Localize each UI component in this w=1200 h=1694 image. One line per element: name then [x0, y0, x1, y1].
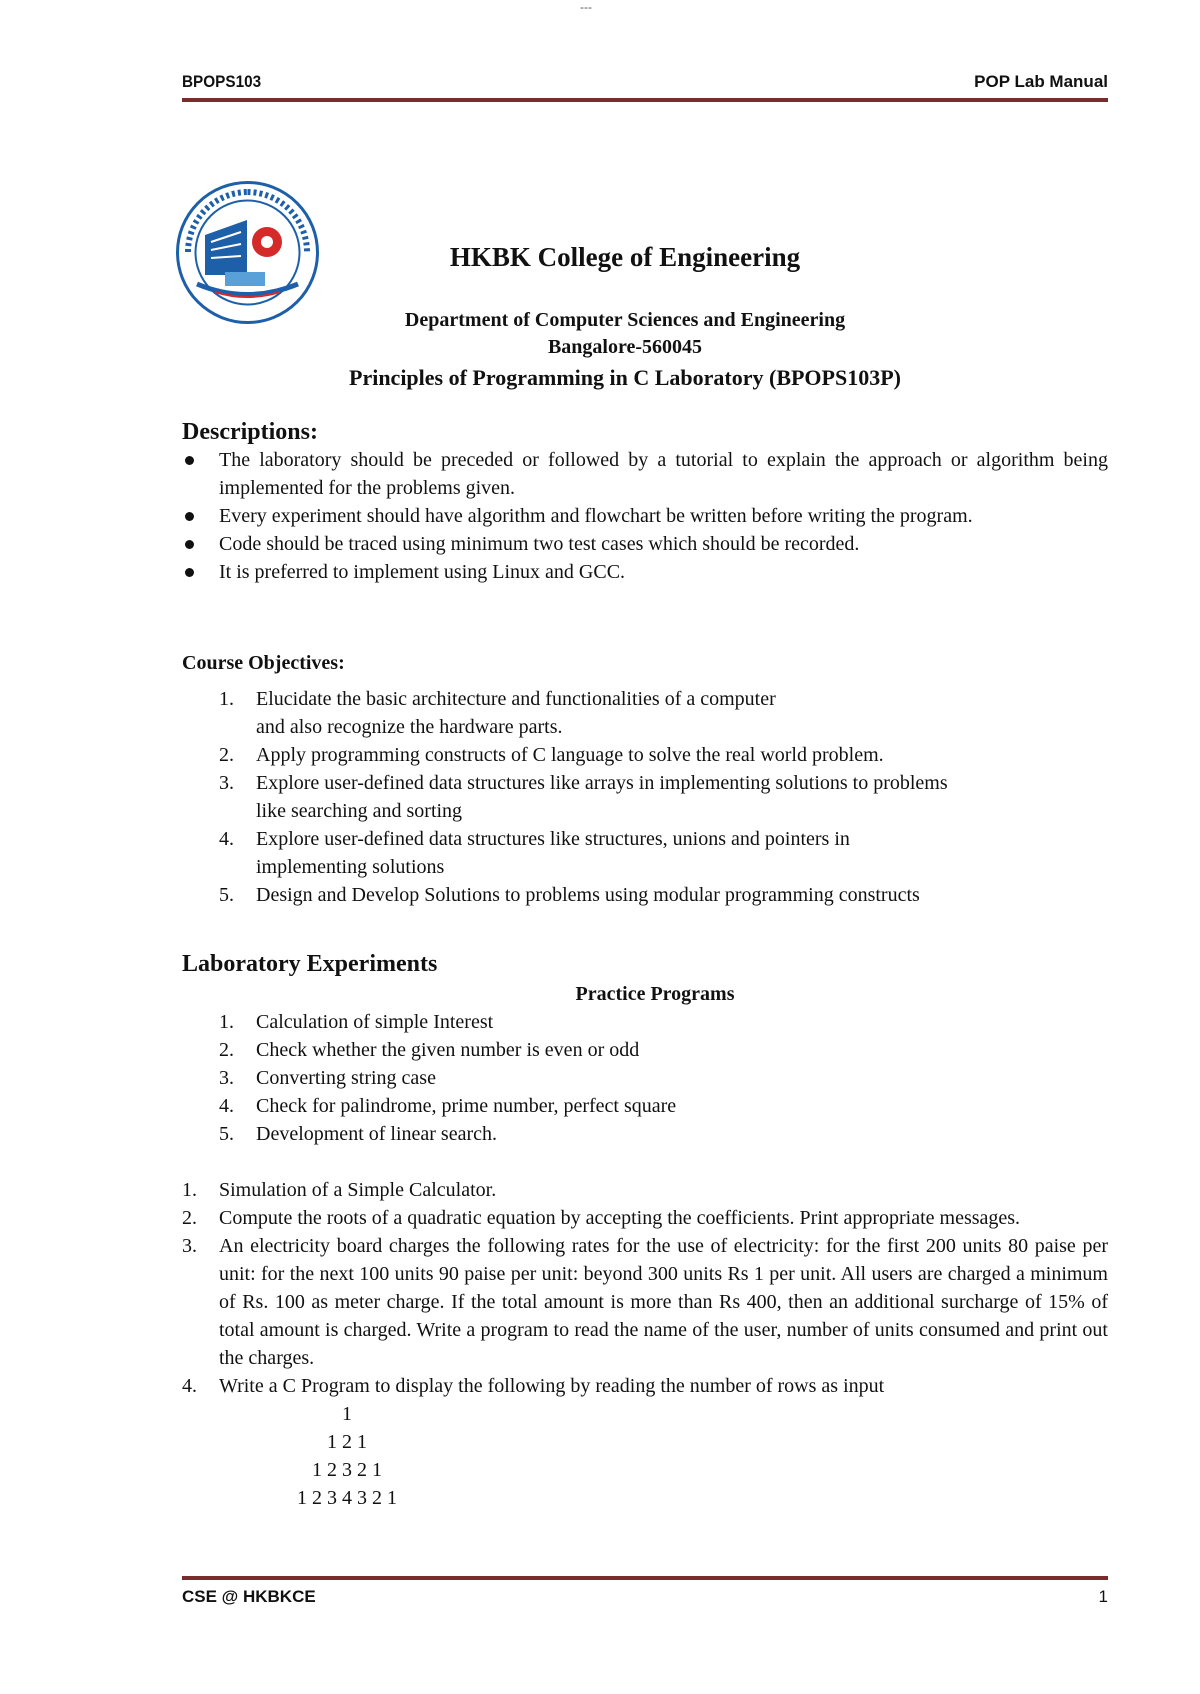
objective-text: Explore user-defined data structures like structures, unions and pointers in [256, 828, 850, 850]
bullet-icon [185, 512, 194, 521]
footer-text: CSE @ HKBKCE [182, 1587, 316, 1606]
description-item [182, 558, 1108, 586]
description-text: Code should be traced using minimum two test cases which should be recorded. [219, 533, 860, 555]
objective-text: implementing solutions [256, 856, 445, 878]
program-item-text: Write a C Program to display the following by reading the number of rows as input [219, 1375, 885, 1397]
program-item [182, 1176, 1108, 1204]
bullet-icon [185, 540, 194, 549]
objectives-section [182, 649, 1108, 909]
experiments-heading: Laboratory Experiments [182, 951, 438, 977]
objectives-heading: Course Objectives: [182, 652, 345, 674]
objective-item [182, 685, 1108, 741]
item-number: 3. [219, 772, 234, 794]
header-manual-title: POP Lab Manual [974, 72, 1108, 91]
program-item-text: Compute the roots of a quadratic equation by accepting the coefficients. Print appropriate messages. [219, 1207, 1021, 1229]
item-number: 4. [219, 1095, 234, 1117]
header-rule [182, 98, 1108, 102]
program-item [182, 1372, 1108, 1400]
objective-item [182, 769, 1108, 825]
description-text: It is preferred to implement using Linux and GCC. [219, 561, 626, 583]
program-item [182, 1204, 1108, 1232]
experiments-section [182, 950, 1108, 1512]
objective-item [182, 741, 1108, 769]
objective-item [182, 825, 1108, 881]
number-pattern: 1 1 2 1 1 2 3 2 1 1 2 3 4 3 2 1 [297, 1403, 397, 1509]
practice-item [182, 1036, 1108, 1064]
objectives-list [182, 685, 1108, 909]
bullet-icon [185, 568, 194, 577]
practice-item-text: Development of linear search. [256, 1123, 498, 1145]
practice-item [182, 1092, 1108, 1120]
item-number: 3. [182, 1235, 197, 1257]
practice-item-text: Check for palindrome, prime number, perfect square [256, 1095, 677, 1117]
descriptions-heading: Descriptions: [182, 419, 318, 445]
practice-heading: Practice Programs [575, 983, 735, 1005]
objective-item [182, 881, 1108, 909]
objective-text: Explore user-defined data structures like arrays in implementing solutions to problems [256, 772, 948, 794]
descriptions-section [182, 418, 1108, 586]
description-item [182, 502, 1108, 530]
program-list [182, 1176, 1108, 1400]
descriptions-list [182, 446, 1108, 586]
practice-item-text: Calculation of simple Interest [256, 1011, 494, 1033]
item-number: 1. [219, 688, 234, 710]
program-item-text: Simulation of a Simple Calculator. [219, 1179, 497, 1201]
item-number: 1. [219, 1011, 234, 1033]
item-number: 2. [219, 744, 234, 766]
item-number: 3. [219, 1067, 234, 1089]
practice-item [182, 1120, 1108, 1148]
college-title: HKBK College of Engineering [449, 242, 801, 272]
item-number: 5. [219, 1123, 234, 1145]
header-course-code: BPOPS103 [182, 72, 262, 91]
page-number: 1 [1098, 1587, 1108, 1606]
department-name: Department of Computer Sciences and Engineering [404, 309, 846, 331]
practice-item-text: Check whether the given number is even or odd [256, 1039, 640, 1061]
item-number: 2. [182, 1207, 197, 1229]
program-item [182, 1232, 1108, 1372]
objective-text: Apply programming constructs of C language to solve the real world problem. [256, 744, 884, 766]
description-item [182, 530, 1108, 558]
item-number: 4. [219, 828, 234, 850]
item-number: 4. [182, 1375, 197, 1397]
description-text: The laboratory should be preceded or followed by a tutorial to explain the approach or algorithm being implemented for the problems given. [219, 449, 1108, 499]
bullet-icon [185, 456, 194, 465]
objective-text: Elucidate the basic architecture and functionalities of a computer [256, 688, 776, 710]
item-number: 5. [219, 884, 234, 906]
item-number: 1. [182, 1179, 197, 1201]
program-item-text: An electricity board charges the following rates for the use of electricity: for the first 200 units 80 paise per unit: for the next 100 units 90 paise per unit: beyond 300 units Rs 1 per unit. All users are charged a minimum of Rs. 100 as meter charge. If the total amount is more than Rs 400, then an additional surcharge of 15% of total amount is charged. Write a program to read the name of the user, number of units consumed and print out the charges. [219, 1235, 1108, 1369]
objective-text: Design and Develop Solutions to problems using modular programming constructs [256, 884, 920, 906]
footer-rule [182, 1576, 1108, 1580]
college-city: Bangalore-560045 [547, 336, 703, 358]
practice-item [182, 1064, 1108, 1092]
practice-item [182, 1008, 1108, 1036]
objective-text: and also recognize the hardware parts. [256, 716, 563, 738]
description-item [182, 446, 1108, 502]
practice-item-text: Converting string case [256, 1067, 436, 1089]
practice-list [182, 1008, 1108, 1148]
page-header [182, 72, 1015, 96]
page-top-mark: --- [580, 0, 592, 14]
lab-name: Principles of Programming in C Laboratory (BPOPS103P) [349, 365, 901, 390]
objective-text: like searching and sorting [256, 800, 463, 822]
description-text: Every experiment should have algorithm and flowchart be written before writing the program. [219, 505, 973, 527]
item-number: 2. [219, 1039, 234, 1061]
